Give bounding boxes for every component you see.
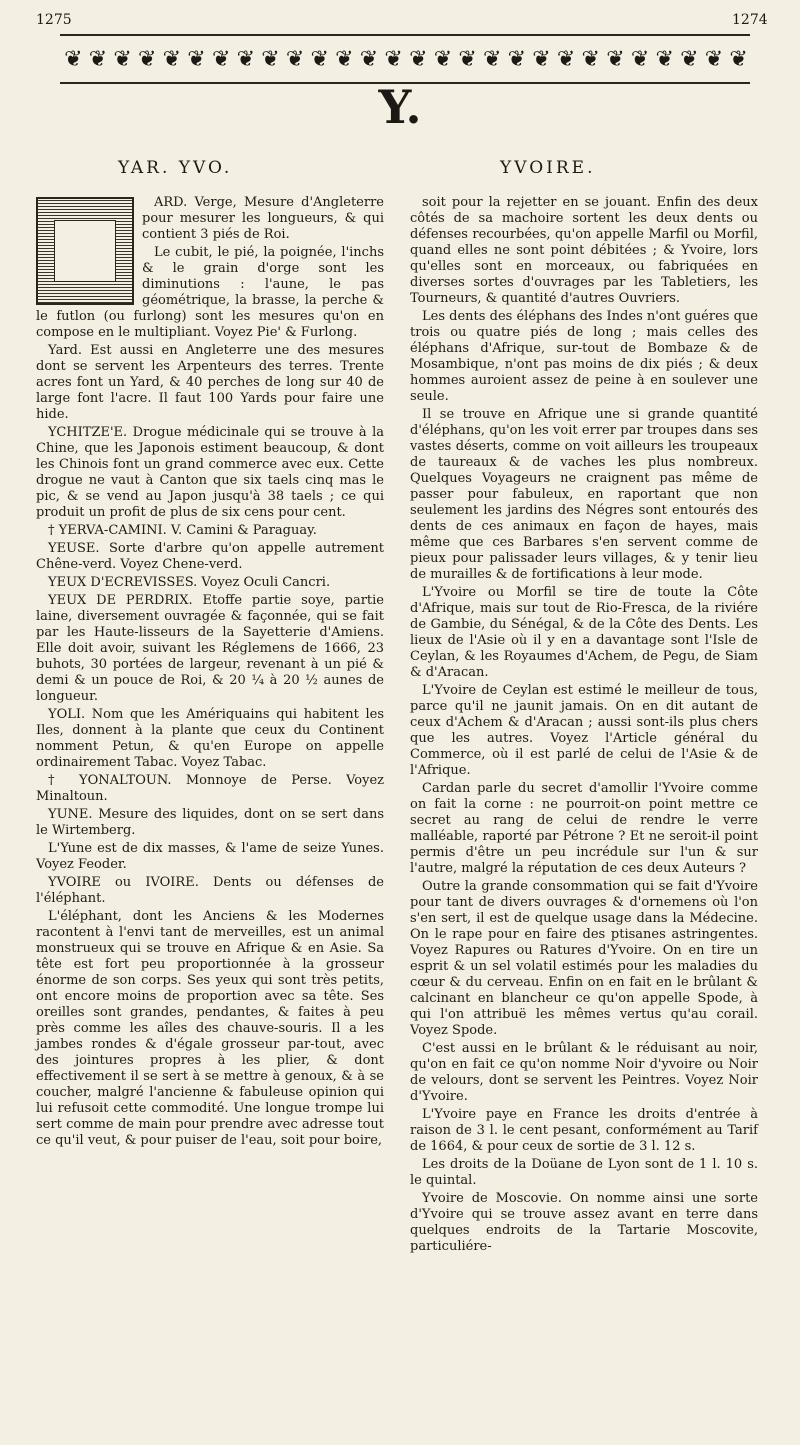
ornament-flower-icon: ❦ [113, 46, 130, 72]
ornament-flower-icon: ❦ [88, 46, 106, 72]
entry-paragraph: C'est aussi en le brûlant & le réduisant au noir, qu'on en fait ce qu'on nomme Noir d'yvoire ou Noir de velours, dont se servent les Peintres. Voyez Noir d'Yvoire. [410, 1041, 758, 1104]
ornament-flower-icon: ❦ [433, 46, 451, 72]
entry-paragraph: † YONALTOUN. Monnoye de Perse. Voyez Minaltoun. [36, 773, 384, 804]
entry-paragraph: † YERVA-CAMINI. V. Camini & Paraguay. [48, 523, 317, 538]
entry-paragraph: L'Yune est de dix masses, & l'ame de seize Yunes. Voyez Feoder. [36, 841, 384, 872]
entry-paragraph: L'Yvoire ou Morfil se tire de toute la Côte d'Afrique, mais sur tout de Rio-Fresca, de la riviére de Gambie, du Sénégal, & de la Côte des Dents. Les lieux de l'Asie où il y en a davantage sont l'Isle de Ceylan, & les Royaumes d'Achem, de Pegu, de Siam & d'Aracan. [410, 585, 758, 680]
ornament-flower-icon: ❦ [704, 46, 722, 72]
ornament-flower-icon: ❦ [64, 46, 81, 72]
entry-paragraph: YUNE. Mesure des liquides, dont on se sert dans le Wirtemberg. [36, 807, 384, 838]
entry-paragraph: YCHITZE'E. Drogue médicinale qui se trouve à la Chine, que les Japonois estiment beaucoup, & dont les Chinois font un grand commerce avec eux. Cette drogue ne vaut à Canton que six taels cinq mas le pic, & se vend au Japon jusqu'à 38 taels ; ce qui produit un profit de plus de six cens pour cent. [36, 425, 384, 520]
ornament-flower-icon: ❦ [655, 46, 672, 72]
entry-paragraph: YVOIRE ou IVOIRE. Dents ou défenses de l'éléphant. [36, 875, 384, 906]
ornament-flower-icon: ❦ [384, 46, 401, 72]
ornament-flower-icon: ❦ [162, 46, 180, 72]
ornament-flower-icon: ❦ [285, 46, 303, 72]
entry-paragraph: Outre la grande consommation qui se fait d'Yvoire pour tant de divers ouvrages & d'ornemens où l'on s'en sert, il est de quelque usage dans la Médecine. On le rape pour en faire des ptisanes astringentes. Voyez Rapures ou Ratures d'Yvoire. On en tire un esprit & un sel volatil estimés pour les maladies du cœur & du cerveau. Enfin on en fait en le brûlant & calcinant en blancheur ce qu'on appelle Spode, à qui l'on attribuë les mêmes vertus qu'au corail. Voyez Spode. [410, 879, 758, 1038]
entry-paragraph: YOLI. Nom que les Amériquains qui habitent les Iles, donnent à la plante que ceux du Continent nomment Petun, & qu'en Europe on appelle ordinairement Tabac. Voyez Tabac. [36, 707, 384, 770]
column-number-right: 1274 [732, 12, 768, 28]
right-column [410, 195, 758, 1257]
ornament-flower-icon: ❦ [507, 46, 525, 72]
entry-paragraph: L'Yvoire paye en France les droits d'entrée à raison de 3 l. le cent pesant, conformément au Tarif de 1664, & pour ceux de sortie de 3 l. 12 s. [410, 1107, 758, 1154]
ornament-flower-icon: ❦ [335, 46, 352, 72]
ornament-flower-icon: ❦ [729, 46, 746, 72]
entry-paragraph: Il se trouve en Afrique une si grande quantité d'éléphans, qu'on les voit errer par troupes dans ses vastes déserts, comme on voit ailleurs les troupeaux de taureaux & de vaches les plus nombreux. Quelques Voyageurs ne craignent pas même de passer pour fabuleux, en raportant que non seulement les jardins des Négres sont entourés des dents de ces animaux en façon de hayes, mais même que ces Barbares s'en servent comme de pieux pour palissader leurs villages, & y tenir lieu de murailles & de fortifications à leur mode. [410, 407, 758, 582]
ornament-flower-icon: ❦ [261, 46, 278, 72]
ornament-flower-icon: ❦ [236, 46, 254, 72]
section-letter: Y. [378, 80, 422, 134]
left-column [36, 195, 384, 1151]
ornament-flower-icon: ❦ [211, 46, 229, 72]
entry-paragraph: YEUSE. Sorte d'arbre qu'on appelle autrement Chêne-verd. Voyez Chene-verd. [36, 541, 384, 572]
entry-paragraph: Le cubit, le pié, la poignée, l'inchs & le grain d'orge sont les diminutions : l'aune, le pas géométrique, la brasse, la perche & le futlon (ou furlong) sont les mesures qu'on en compose en le multipliant. Voyez Pie' & Furlong. [36, 245, 384, 340]
ornament-flower-icon: ❦ [581, 46, 598, 72]
ornament-flower-icon: ❦ [458, 46, 475, 72]
entry-paragraph: Yvoire de Moscovie. On nomme ainsi une sorte d'Yvoire qui se trouve assez avant en terre dans quelques endroits de la Tartarie Moscovite, particuliére- [410, 1191, 758, 1254]
entry-paragraph: L'Yvoire de Ceylan est estimé le meilleur de tous, parce qu'il ne jaunit jamais. On en dit autant de ceux d'Achem & d'Aracan ; aussi sont-ils plus chers que les autres. Voyez l'Article général du Commerce, où il est parlé de celui de l'Asie & de l'Afrique. [410, 683, 758, 778]
entry-paragraph: YEUX DE PERDRIX. Etoffe partie soye, partie laine, diversement ouvragée & façonnée, qui se fait par les Haute-lisseurs de la Sayetterie d'Amiens. Elle doit avoir, suivant les Réglemens de 1666, 23 buhots, 30 portées de largeur, revenant à un pié & demi & un pouce de Roi, & 20 ¼ à 20 ½ aunes de longueur. [36, 593, 384, 704]
ornament-flower-icon: ❦ [680, 46, 697, 72]
entry-paragraph: YEUX D'ECREVISSES. Voyez Oculi Cancri. [48, 575, 331, 590]
decorated-initial-icon [36, 197, 134, 305]
ornament-flower-icon: ❦ [138, 46, 155, 72]
ornament-flower-icon: ❦ [630, 46, 648, 72]
entry-paragraph: Les droits de la Doüane de Lyon sont de 1 l. 10 s. le quintal. [410, 1157, 758, 1188]
ornamental-border [60, 34, 750, 84]
ornament-flower-icon: ❦ [532, 46, 549, 72]
entry-paragraph: Yard. Est aussi en Angleterre une des mesures dont se servent les Arpenteurs des terres. Trente acres font un Yard, & 40 perches de long sur 40 de large font l'acre. Il faut 100 Yards pour faire une hide. [36, 343, 384, 422]
ornament-flower-icon: ❦ [187, 46, 204, 72]
entry-paragraph: ARD. Verge, Mesure d'Angleterre pour mesurer les longueurs, & qui contient 3 piés de Roi. [142, 195, 384, 242]
ornament-flower-icon: ❦ [409, 46, 426, 72]
entry-paragraph: soit pour la rejetter en se jouant. Enfin des deux côtés de sa machoire sortent les deux dents ou défenses recourbées, qu'on appelle Marfil ou Morfil, quand elles ne sont point débitées ; & Yvoire, lors qu'elles sont en morceaux, ou fabriquées en diverses sortes d'ouvrages par les Tabletiers, les Tourneurs, & quantité d'autres Ouvriers. [410, 195, 758, 306]
ornament-flower-icon: ❦ [556, 46, 574, 72]
column-number-left: 1275 [36, 12, 72, 28]
ornament-flower-icon: ❦ [310, 46, 327, 72]
entry-paragraph: Les dents des éléphans des Indes n'ont guéres que trois ou quatre piés de long ; mais celles des éléphans d'Afrique, sur-tout de Bombaze & de Mosambique, n'ont pas moins de dix piés ; & deux hommes auroient assez de peine à en soulever une seule. [410, 309, 758, 404]
running-head-left: YAR. YVO. [118, 158, 233, 178]
ornament-flower-icon: ❦ [482, 46, 500, 72]
entry-paragraph: Cardan parle du secret d'amollir l'Yvoire comme on fait la corne : ne pourroit-on point mettre ce secret au rang de celui de rendre le verre malléable, raporté par Pétrone ? Et ne seroit-il point permis d'être un peu incrédule sur l'un & sur l'autre, malgré la réputation de ces deux Auteurs ? [410, 781, 758, 876]
ornament-flower-icon: ❦ [606, 46, 623, 72]
entry-paragraph: L'éléphant, dont les Anciens & les Modernes racontent à l'envi tant de merveilles, est un animal monstrueux qui se trouve en Afrique & en Asie. Sa tête est fort peu proportionnée à la grosseur énorme de son corps. Ses yeux qui sont très petits, ont encore moins de proportion avec sa tête. Ses oreilles sont grandes, pendantes, & faites à peu près comme les aîles des chauve-souris. Il a les jambes rondes & d'égale grosseur par-tout, avec des jointures propres à les plier, & dont effectivement il se sert à se mettre à genoux, & à se coucher, malgré l'ancienne & fabuleuse opinion qui lui refusoit cette commodité. Une longue trompe lui sert comme de main pour prendre avec adresse tout ce qu'il veut, & pour puiser de l'eau, soit pour boire, [36, 909, 384, 1148]
ornament-flower-icon: ❦ [359, 46, 377, 72]
running-head-right: YVOIRE. [500, 158, 596, 178]
